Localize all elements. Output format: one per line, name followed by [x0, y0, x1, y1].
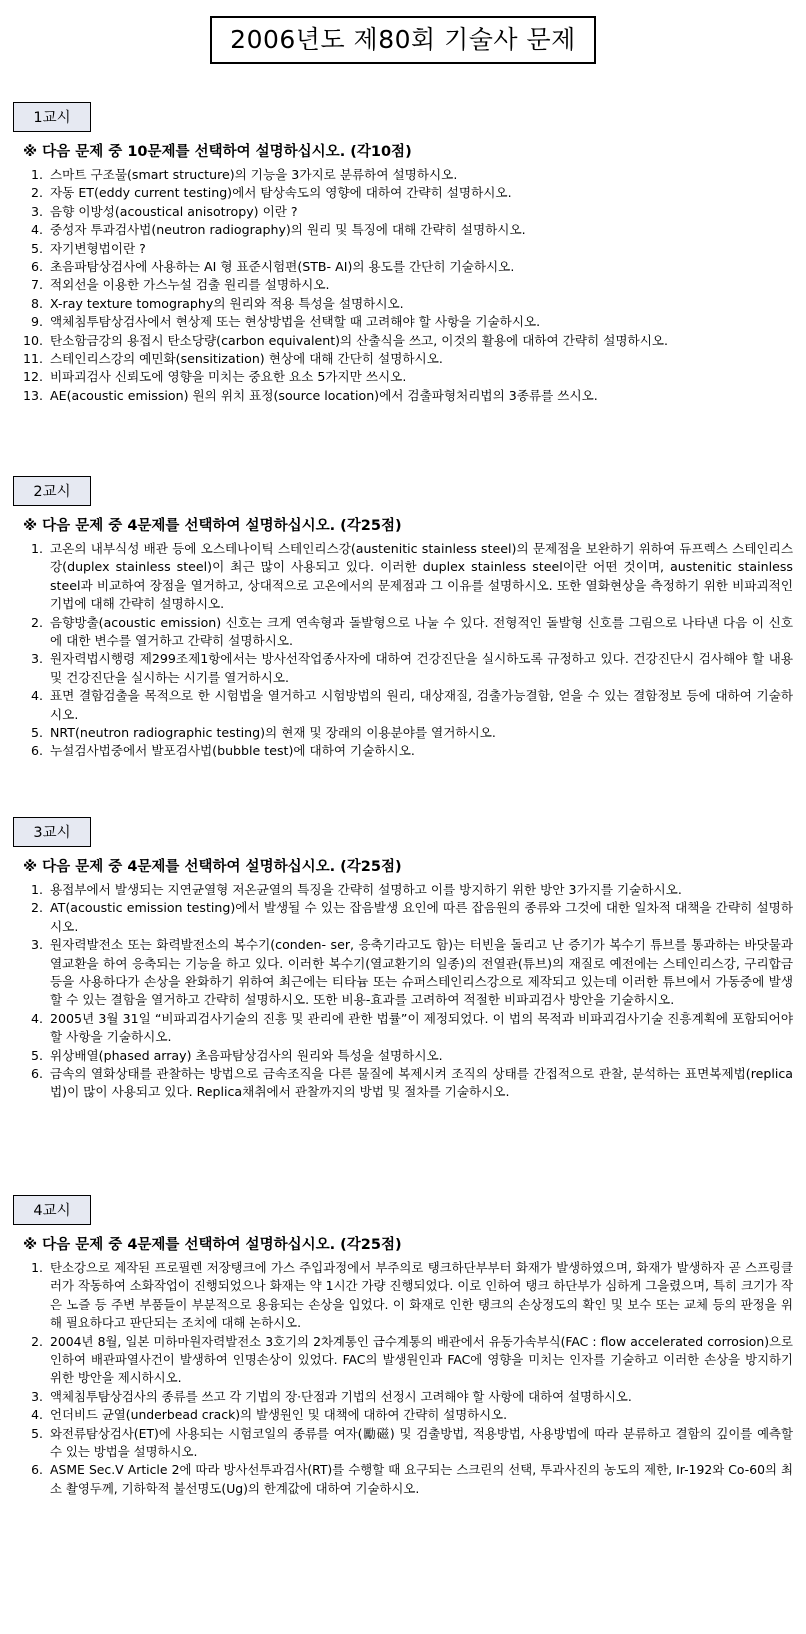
question-list: [13, 1259, 793, 1498]
question-text: NRT(neutron radiographic testing)의 현재 및 장래의 이용분야를 열거하시오.: [50, 725, 496, 741]
question-text: 자기변형법이란 ?: [50, 240, 146, 256]
question-text: 자동 ET(eddy current testing)에서 탐상속도의 영향에 대하여 간략히 설명하시오.: [50, 185, 512, 201]
question-number: 5.: [30, 1047, 43, 1063]
question-text: 중성자 투과검사법(neutron radiography)의 원리 및 특징에 대해 간략히 설명하시오.: [50, 222, 526, 238]
question-number: 4.: [31, 1407, 43, 1423]
period-label: 3교시: [13, 817, 91, 847]
question-item: [13, 1047, 793, 1065]
question-text: 스테인리스강의 예민화(sensitization) 현상에 대해 간단히 설명하시오.: [50, 351, 443, 367]
question-item: [13, 295, 793, 313]
question-item: [13, 742, 793, 760]
question-number: 1.: [30, 541, 43, 556]
question-item: [13, 221, 793, 239]
question-text: 2004년 8월, 일본 미하마원자력발전소 3호기의 2차계통인 급수계통의 배관에서 유동가속부식(FAC : flow accelerated corrosion)으로 인하여 배관파열사건이 발생하여 인명손상이 있었다. FAC의 발생원인과 FAC에 영향을 미치는 인자를 기술하고 이러한 손상을 방지하기 위한 방안을 제시하시오.: [50, 1333, 793, 1386]
question-text: 금속의 열화상태를 관찰하는 방법으로 금속조직을 다른 물질에 복제시켜 조직의 상태를 간접적으로 관찰, 분석하는 표면복제법(replica법)이 많이 사용되고 있다. Replica채취에서 관찰까지의 방법 및 절차를 기술하시오.: [50, 1066, 793, 1100]
section-period-3: [13, 817, 793, 1102]
question-text: 고온의 내부식성 배관 등에 오스테나이틱 스테인리스강(austenitic stainless steel)의 문제점을 보완하기 위하여 듀프렉스 스테인리스강(duplex stainless steel)이 최근 많이 사용되고 있다. 이러한 duplex stainless steel이란 어떤 것이며, austenitic stainless steel과 비교하여 장점을 열거하고, 상대적으로 고온에서의 문제점과 그 이유를 설명하시오. 또한 열화현상을 측정하기 위한 비파괴적인 기법에 대해 간략히 설명하시오.: [50, 541, 793, 612]
question-number: 7.: [30, 277, 43, 293]
question-text: 와전류탐상검사(ET)에 사용되는 시험코일의 종류를 여자(勵磁) 및 검출방법, 적용방법, 사용방법에 따라 분류하고 결함의 깊이를 예측할 수 있는 방법을 설명하시오.: [50, 1425, 793, 1460]
question-number: 4.: [30, 1010, 43, 1026]
question-item: [13, 1259, 793, 1333]
question-item: [13, 276, 793, 294]
question-number: 3.: [30, 651, 43, 667]
question-number: 12.: [22, 369, 43, 385]
period-label: 2교시: [13, 476, 91, 506]
period-label: 4교시: [13, 1195, 91, 1225]
question-item: [13, 724, 793, 742]
question-number: 5.: [31, 1425, 43, 1441]
question-text: 위상배열(phased array) 초음파탐상검사의 원리와 특성을 설명하시오.: [50, 1047, 443, 1063]
question-text: 액체침투탐상검사에서 현상제 또는 현상방법을 선택할 때 고려해야 할 사항을 기술하시오.: [50, 314, 541, 330]
question-item: [13, 1010, 793, 1047]
question-number: 3.: [31, 1388, 43, 1404]
question-number: 6.: [30, 1066, 43, 1082]
question-number: 2.: [30, 900, 43, 916]
question-number: 11.: [22, 351, 43, 367]
question-text: 원자력법시행령 제299조제1항에서는 방사선작업종사자에 대하여 건강진단을 실시하도록 규정하고 있다. 건강진단시 검사해야 할 내용 및 건강진단을 실시하는 시기를 열거하시오.: [50, 651, 793, 685]
question-text: 액체침투탐상검사의 종류를 쓰고 각 기법의 장·단점과 기법의 선정시 고려해야 할 사항에 대하여 설명하시오.: [50, 1388, 632, 1404]
question-item: [13, 350, 793, 368]
question-item: [13, 1461, 793, 1498]
question-item: [13, 650, 793, 687]
question-item: [13, 1065, 793, 1102]
question-number: 6.: [31, 1462, 43, 1478]
question-item: [13, 368, 793, 386]
question-number: 3.: [30, 937, 43, 953]
question-number: 10.: [22, 332, 43, 348]
question-number: 3.: [30, 203, 43, 219]
question-text: 탄소함금강의 용접시 탄소당량(carbon equivalent)의 산출식을 쓰고, 이것의 활용에 대하여 간략히 설명하시오.: [50, 332, 669, 348]
question-item: [13, 203, 793, 221]
question-text: 누설검사법중에서 발포검사법(bubble test)에 대하여 기술하시오.: [50, 743, 415, 759]
question-list: [13, 881, 793, 1102]
question-number: 13.: [22, 387, 43, 403]
question-item: [13, 1388, 793, 1406]
question-list: [13, 540, 793, 761]
question-text: 표면 결함검출을 목적으로 한 시험법을 열거하고 시험방법의 원리, 대상재질, 검출가능결함, 얻을 수 있는 결함정보 등에 대하여 기술하시오.: [50, 688, 793, 722]
question-item: [13, 1406, 793, 1424]
question-text: 언더비드 균열(underbead crack)의 발생원인 및 대책에 대하여 간략히 설명하시오.: [50, 1407, 508, 1423]
question-number: 8.: [30, 295, 43, 311]
question-text: AE(acoustic emission) 원의 위치 표정(source location)에서 검출파형처리법의 3종류를 쓰시오.: [50, 387, 598, 403]
question-number: 6.: [30, 743, 43, 759]
section-period-2: [13, 476, 793, 761]
question-text: 음향 이방성(acoustical anisotropy) 이란 ?: [50, 203, 298, 219]
question-item: [13, 184, 793, 202]
question-text: 용접부에서 발생되는 지연균열형 저온균열의 특징을 간략히 설명하고 이를 방지하기 위한 방안 3가지를 기술하시오.: [50, 882, 682, 897]
question-text: 초음파탐상검사에 사용하는 AI 형 표준시험편(STB- AI)의 용도를 간단히 기술하시오.: [50, 259, 515, 275]
question-list: [13, 166, 793, 405]
question-item: [13, 540, 793, 614]
question-item: [13, 881, 793, 899]
period-label: 1교시: [13, 102, 91, 132]
section-period-1: [13, 102, 793, 405]
question-number: 4.: [30, 688, 43, 704]
question-number: 2.: [30, 614, 43, 630]
question-text: X-ray texture tomography의 원리와 적용 특성을 설명하시오.: [50, 295, 404, 311]
question-text: 탄소강으로 제작된 프로필렌 저장탱크에 가스 주입과정에서 부주의로 탱크하단부부터 화재가 발생하였으며, 화재가 발생하자 곧 스프링클러가 작동하여 소화작업이 진행되었으나 화재는 약 1시간 가량 진행되었다. 이로 인하여 탱크 하단부가 심하게 그을렸으며, 특히 크기가 작은 노즐 등 주변 부품들이 부분적으로 용융되는 손상을 입었다. 이 화재로 인한 탱크의 손상정도의 확인 및 보수 또는 교체 등의 판정을 위해 필요하다고 판단되는 조치에 대해 논하시오.: [50, 1260, 793, 1331]
question-text: 원자력발전소 또는 화력발전소의 복수기(conden- ser, 응축기라고도 함)는 터빈을 돌리고 난 증기가 복수기 튜브를 통과하는 바닷물과 열교환을 하여 응축되는 기능을 하고 있다. 이러한 복수기(열교환기의 일종)의 전열관(튜브)의 재질로 예전에는 스테인리스강, 구리합금 등을 사용하다가 손상을 완화하기 위하여 최근에는 티타늄 또는 슈퍼스테인리스강으로 제작되고 있는데 이러한 튜브에서 가동중에 발생할 수 있는 결함을 열거하고 간략히 설명하시오. 또한 비용-효과를 고려하여 적절한 비파괴검사 방안을 기술하시오.: [50, 937, 793, 1008]
question-number: 1.: [30, 882, 43, 897]
question-item: [13, 258, 793, 276]
section-instruction: ※ 다음 문제 중 4문제를 선택하여 설명하십시오. (각25점): [23, 518, 402, 534]
question-text: 음향방출(acoustic emission) 신호는 크게 연속형과 돌발형으로 나눌 수 있다. 전형적인 돌발형 신호를 그림으로 나타낸 다음 이 신호에 대한 변수를 열거하고 간략히 설명하시오.: [50, 614, 793, 649]
title-area: [0, 16, 806, 64]
question-number: 5.: [30, 240, 43, 256]
question-item: [13, 936, 793, 1010]
question-number: 2.: [31, 1333, 43, 1349]
question-item: [13, 313, 793, 331]
question-item: [13, 1333, 793, 1388]
question-text: 2005년 3월 31일 “비파괴검사기술의 진흥 및 관리에 관한 법률”이 제정되었다. 이 법의 목적과 비파괴검사기술 진흥계획에 포함되어야 할 사항을 기술하시오.: [50, 1010, 793, 1045]
question-text: 스마트 구조물(smart structure)의 기능을 3가지로 분류하여 설명하시오.: [50, 167, 458, 182]
page-title: 2006년도 제80회 기술사 문제: [210, 16, 596, 64]
question-item: [13, 387, 793, 405]
question-item: [13, 614, 793, 651]
question-number: 5.: [30, 725, 43, 741]
question-number: 4.: [30, 222, 43, 238]
question-item: [13, 899, 793, 936]
section-instruction: ※ 다음 문제 중 4문제를 선택하여 설명하십시오. (각25점): [23, 1237, 402, 1253]
question-number: 2.: [30, 185, 43, 201]
question-item: [13, 1425, 793, 1462]
question-text: ASME Sec.V Article 2에 따라 방사선투과검사(RT)를 수행할 때 요구되는 스크린의 선택, 투과사진의 농도의 제한, Ir-192와 Co-60의 최소 촬영두께, 기하학적 불선명도(Ug)의 한계값에 대하여 기술하시오.: [50, 1462, 793, 1496]
question-item: [13, 687, 793, 724]
question-number: 6.: [30, 259, 43, 275]
section-instruction: ※ 다음 문제 중 4문제를 선택하여 설명하십시오. (각25점): [23, 859, 402, 875]
question-item: [13, 240, 793, 258]
question-number: 9.: [30, 314, 43, 330]
question-text: 비파괴검사 신뢰도에 영향을 미치는 중요한 요소 5가지만 쓰시오.: [50, 369, 407, 385]
section-instruction: ※ 다음 문제 중 10문제를 선택하여 설명하십시오. (각10점): [23, 144, 412, 160]
question-item: [13, 166, 793, 184]
question-number: 1.: [31, 1260, 43, 1275]
question-text: 적외선을 이용한 가스누설 검출 원리를 설명하시오.: [50, 277, 330, 293]
section-period-4: [13, 1195, 793, 1498]
question-text: AT(acoustic emission testing)에서 발생될 수 있는 잡음발생 요인에 따른 잡음원의 종류와 그것에 대한 일차적 대책을 간략히 설명하시오.: [50, 900, 793, 934]
question-item: [13, 332, 793, 350]
question-number: 1.: [30, 167, 43, 182]
